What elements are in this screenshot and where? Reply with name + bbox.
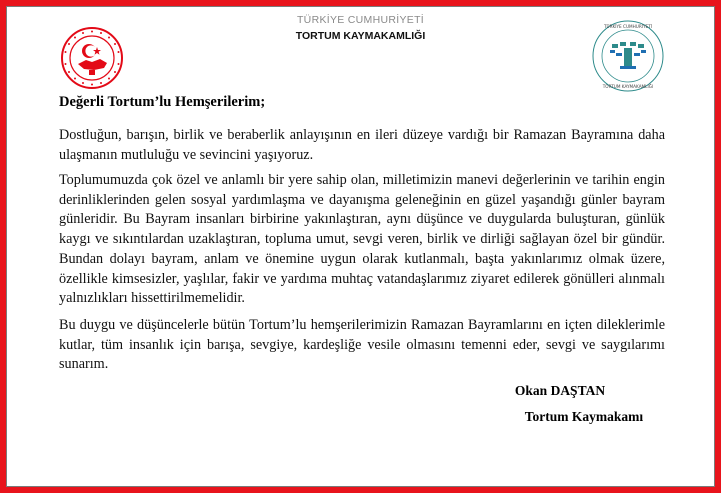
signature-name: Okan DAŞTAN [514,383,606,398]
interior-ministry-seal-icon [60,26,124,90]
header-institution: TORTUM KAYMAKAMLIĞI [295,30,426,42]
signature-title: Tortum Kaymakamı [524,409,644,424]
tortum-district-emblem-icon [590,18,666,94]
paragraph-1: Dostluğun, barışın, birlik ve beraberlik anlayışının en ileri düzeye vardığı bir Ramazan Bayramına daha ulaşmanın mutluluğu ve sevincini yaşıyoruz. [59,127,665,163]
paragraph-3: Bu duygu ve düşüncelerle bütün Tortum’lu hemşerilerimizin Ramazan Bayramlarını en içten dileklerimle kutlar, tüm insanlık için barışa, sevgiye, kardeşliğe vesile olmasını temenni eder, sevgi ve saygılarımı sunarım. [59,317,665,373]
emblem-ring-bottom-text: TORTUM KAYMAKAMLIĞI [602,84,654,89]
greeting: Değerli Tortum’lu Hemşerilerim; [59,94,266,110]
paragraph-2: Toplumumuzda çok özel ve anlamlı bir yere sahip olan, milletimizin manevi değerlerinin ve tarihin engin derinliklerinden gelen sosyal yardımlaşma ve dayanışma geleneğinin en güzel yaşandığı günler bayram günleridir. Bu Bayram insanları birbirine yakınlaştıran, aynı düşünce ve duygularda buluşturan, günlük kaygı ve sıkıntılardan uzaklaştıran, topluma umut, sevgi veren, birlik ve dirliği sağlayan özel bir gündür. Bundan dolayı bayram, anlam ve önemine uygun olarak kutlanmalı, başta yakınlarımız olmak üzere, özellikle kimsesizler, yaşlılar, fakir ve yardıma muhtaç vatandaşlarımız ziyaret edilerek gönülleri alınmalı yalnızlıkları hissettirilmemelidir. [59,172,665,307]
emblem-ring-top-text: TÜRKİYE CUMHURİYETİ [603,24,653,29]
header-country: TÜRKİYE CUMHURİYETİ [296,14,425,26]
